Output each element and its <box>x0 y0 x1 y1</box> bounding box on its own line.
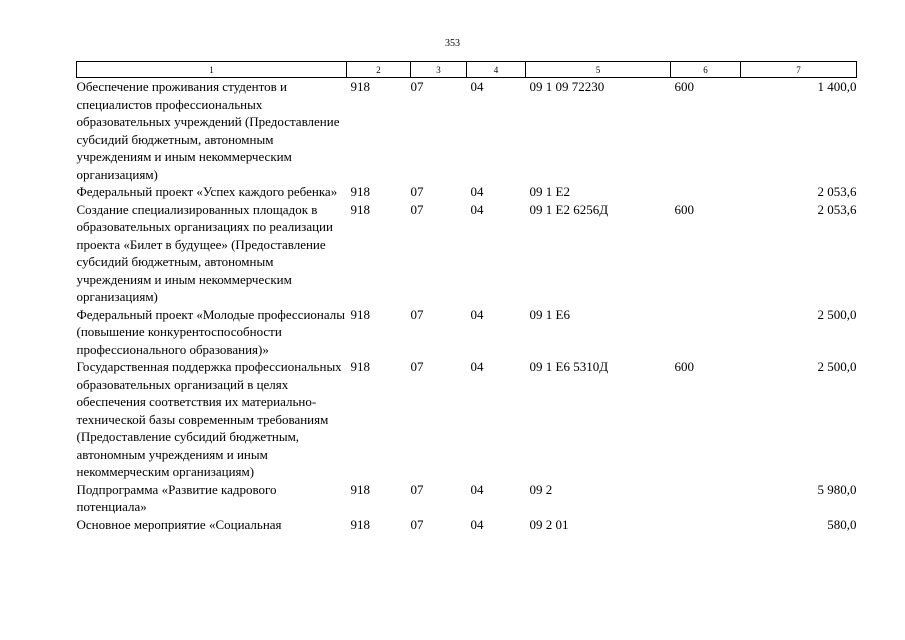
row-name: Создание специализированных площадок в образовательных организациях по реализации проекта «Билет в будущее» (Предоставление субсидий бюджетным, автономным учреждениям и иным некоммерческим организациям) <box>76 201 333 304</box>
header-col-4: 4 <box>467 62 526 78</box>
row-target: 09 1 E6 5310Д <box>529 359 609 374</box>
row-grbs: 918 <box>350 481 370 497</box>
header-col-2: 2 <box>347 62 411 78</box>
table-row <box>77 481 857 516</box>
row-grbs: 918 <box>350 79 370 94</box>
row-amount: 580,0 <box>827 516 857 532</box>
row-name: Федеральный проект «Успех каждого ребенка» <box>76 184 338 199</box>
table-body <box>77 78 857 534</box>
row-section: 07 <box>410 359 424 374</box>
table-row <box>77 358 857 481</box>
table-row <box>77 183 857 201</box>
row-name: Государственная поддержка профессиональных образовательных организаций в целях обеспечения соответствия их материально-технической базы современным требованиям (Предоставление субсидий бюджетным, автономным учреждениям и иным некоммерческим организациям) <box>76 359 342 479</box>
row-name: Подпрограмма «Развитие кадрового потенциала» <box>76 481 277 514</box>
row-amount: 2 053,6 <box>817 184 857 199</box>
header-col-5: 5 <box>526 62 671 78</box>
header-col-1: 1 <box>77 62 347 78</box>
row-amount: 2 053,6 <box>817 201 857 217</box>
budget-table <box>76 61 857 533</box>
row-subsection: 04 <box>470 481 484 497</box>
row-vr <box>671 481 741 516</box>
row-subsection: 04 <box>470 359 484 374</box>
row-target: 09 1 09 72230 <box>529 79 605 94</box>
row-vr <box>671 516 741 534</box>
row-target: 09 2 <box>529 481 553 497</box>
header-col-3: 3 <box>411 62 467 78</box>
row-grbs: 918 <box>350 201 370 217</box>
header-col-6: 6 <box>671 62 741 78</box>
row-grbs: 918 <box>350 306 370 322</box>
row-amount: 5 980,0 <box>817 481 857 497</box>
row-section: 07 <box>410 79 424 94</box>
table-row <box>77 201 857 306</box>
row-vr: 600 <box>674 359 694 374</box>
row-subsection: 04 <box>470 306 484 322</box>
row-target: 09 2 01 <box>529 516 569 532</box>
row-target: 09 1 E2 <box>529 184 570 199</box>
row-section: 07 <box>410 516 424 532</box>
row-name: Обеспечение проживания студентов и специалистов профессиональных образовательных учреждений (Предоставление субсидий бюджетным, автономным учреждениям и иным некоммерческим организациям) <box>76 79 340 182</box>
row-name: Федеральный проект «Молодые профессионалы (повышение конкурентоспособности профессионального образования)» <box>76 306 345 357</box>
row-section: 07 <box>410 306 424 322</box>
table-row <box>77 306 857 359</box>
row-subsection: 04 <box>470 184 484 199</box>
row-section: 07 <box>410 481 424 497</box>
row-grbs: 918 <box>350 359 370 374</box>
row-vr <box>671 183 741 201</box>
row-grbs: 918 <box>350 184 370 199</box>
row-vr: 600 <box>674 201 694 217</box>
row-amount: 1 400,0 <box>817 79 857 94</box>
row-section: 07 <box>410 184 424 199</box>
row-vr: 600 <box>674 79 694 94</box>
header-row <box>77 62 857 78</box>
row-grbs: 918 <box>350 516 370 532</box>
row-target: 09 1 E6 <box>529 306 570 322</box>
header-col-7: 7 <box>741 62 857 78</box>
row-amount: 2 500,0 <box>817 306 857 322</box>
table-header <box>77 62 857 78</box>
row-amount: 2 500,0 <box>817 359 857 374</box>
row-subsection: 04 <box>470 516 484 532</box>
row-subsection: 04 <box>470 79 484 94</box>
table-row <box>77 78 857 184</box>
row-name: Основное мероприятие «Социальная <box>76 516 282 532</box>
row-vr <box>671 306 741 359</box>
row-subsection: 04 <box>470 201 484 217</box>
row-section: 07 <box>410 201 424 217</box>
table-row <box>77 516 857 534</box>
row-target: 09 1 E2 6256Д <box>529 201 609 217</box>
page-number: 353 <box>445 38 460 49</box>
